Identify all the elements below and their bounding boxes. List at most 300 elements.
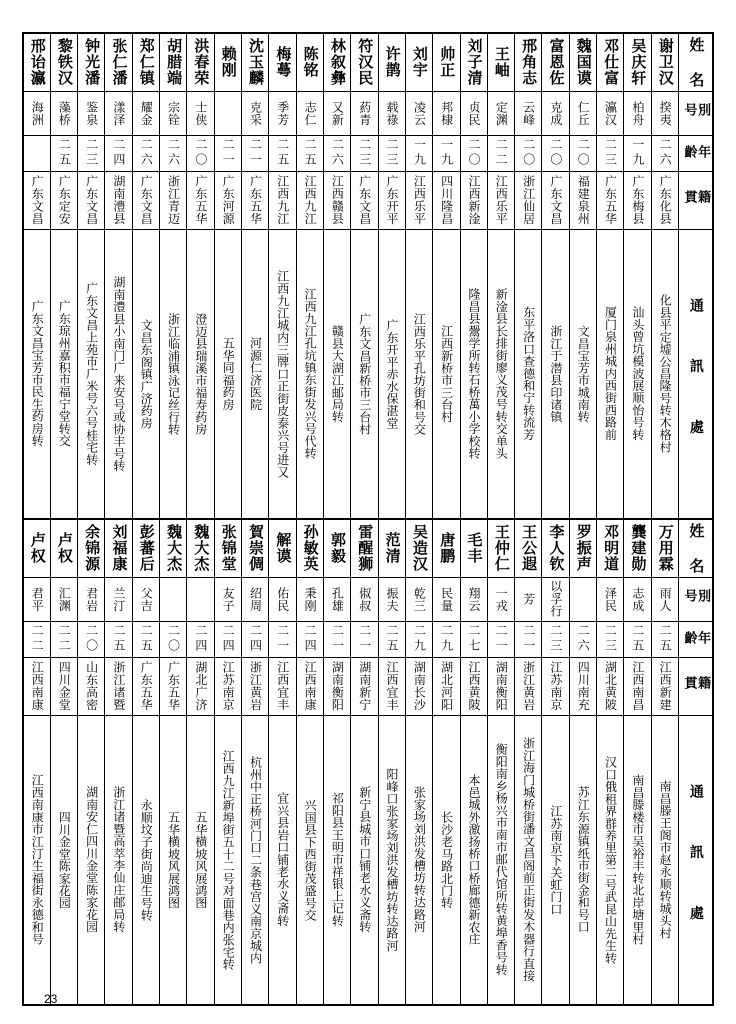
roster-cell-text: 振夫 [385, 586, 400, 612]
roster-cell [269, 171, 296, 229]
roster-cell [433, 171, 460, 229]
roster-row-label-text: 籍 貫 [681, 189, 711, 211]
roster-cell-text: 钟光潘 [83, 38, 102, 87]
roster-cell-text: 二五 [303, 138, 318, 168]
roster-row-label-text: 年 齡 [681, 144, 711, 162]
roster-cell-text: 二三 [385, 138, 400, 168]
roster-cell [487, 621, 514, 657]
roster-cell [78, 229, 105, 519]
roster-cell-text: 化县平定墟公昌隆号转木格村 [658, 294, 673, 454]
roster-cell-text: 广东文昌 [30, 175, 45, 225]
roster-cell [105, 135, 132, 171]
roster-cell [405, 171, 432, 229]
roster-cell [214, 577, 241, 621]
roster-cell-text: 葯青 [357, 100, 372, 126]
roster-row-label-text: 通 訊 處 [687, 784, 704, 936]
roster-cell [23, 135, 50, 171]
roster-row-label-name [679, 33, 714, 91]
roster-cell-text: 湖南澧县小南门广来安号或协丰号转 [111, 275, 126, 472]
roster-cell [160, 171, 187, 229]
roster-cell [132, 135, 159, 171]
roster-cell-text: 卢权 [55, 532, 74, 565]
roster-cell [160, 229, 187, 519]
roster-cell [105, 91, 132, 135]
roster-cell-text: 广东化县 [658, 175, 673, 225]
roster-cell [132, 657, 159, 715]
roster-cell [50, 171, 77, 229]
roster-cell-text: 刘子清 [465, 38, 484, 87]
roster-cell-text: 邦棣 [439, 100, 454, 126]
roster-table-bottom [22, 518, 714, 1006]
roster-cell-text: 浙江仙居 [521, 175, 536, 225]
roster-cell-text: 二一 [275, 624, 290, 654]
roster-cell-text: 邓仕富 [602, 38, 621, 87]
roster-cell [378, 621, 405, 657]
roster-cell [323, 171, 350, 229]
roster-cell-text: 江西乐平孔坊街和号交 [412, 312, 427, 435]
roster-cell [405, 135, 432, 171]
roster-cell [569, 715, 596, 1005]
roster-cell-text: 二四 [193, 624, 208, 654]
roster-cell-text: 郭毅 [328, 532, 347, 565]
roster-cell-text: 广东开平 [385, 175, 400, 225]
roster-cell [624, 519, 651, 577]
roster-cell [624, 229, 651, 519]
roster-cell-text: 二一 [494, 624, 509, 654]
roster-cell-text: 二二 [30, 624, 45, 654]
roster-cell-text: 二〇 [84, 624, 99, 654]
roster-cell-text: 二六 [658, 138, 673, 168]
roster-cell-text: 揆夷 [658, 100, 673, 126]
roster-cell [405, 91, 432, 135]
roster-cell [487, 91, 514, 135]
roster-cell-text: 泽民 [603, 586, 618, 612]
roster-cell [187, 135, 214, 171]
roster-cell-text: 四川金堂 [57, 661, 72, 711]
roster-cell-text: 二一 [357, 624, 372, 654]
roster-cell-text: 广东五华 [139, 661, 154, 711]
roster-cell [78, 33, 105, 91]
roster-cell [624, 135, 651, 171]
roster-cell [296, 229, 323, 519]
roster-cell-text: 二〇 [466, 138, 481, 168]
roster-row-name [23, 519, 713, 577]
roster-cell-text: 河源仁济医院 [248, 337, 263, 411]
roster-cell [132, 91, 159, 135]
roster-cell-text: 江西南康 [303, 661, 318, 711]
roster-cell-text: 二五 [275, 138, 290, 168]
roster-cell-text: 帅正 [438, 46, 457, 79]
roster-cell [160, 621, 187, 657]
roster-cell-text: 澄迈县瑞溪市福寿药房 [193, 312, 208, 435]
roster-cell-text: 吴庆轩 [629, 38, 648, 87]
roster-cell [515, 229, 542, 519]
roster-cell [23, 519, 50, 577]
roster-cell-text: 君岩 [84, 586, 99, 612]
roster-cell-text: 浙江于潜县印诸镇 [548, 324, 563, 423]
roster-cell [351, 135, 378, 171]
roster-cell-text: 邓明道 [602, 524, 621, 573]
roster-cell-text: 新淦县长排街廖义茂号转交单头 [494, 288, 509, 460]
roster-cell-text: 志仁 [303, 100, 318, 126]
roster-cell [23, 715, 50, 1005]
roster-cell-text: 本邑城外激扬桥口桥廊德新农庄 [466, 774, 481, 946]
roster-cell [624, 715, 651, 1005]
roster-cell-text: 隆昌县鬶学所转石桥萬小学校转 [466, 288, 481, 460]
roster-cell-text: 许鹊 [383, 46, 402, 79]
roster-cell-text: 广东五华 [193, 175, 208, 225]
roster-cell [460, 171, 487, 229]
roster-cell-text: 二〇 [193, 138, 208, 168]
roster-cell [433, 657, 460, 715]
roster-cell-text: 湖北广济 [193, 661, 208, 711]
roster-cell [569, 171, 596, 229]
roster-cell-text: 四川南充 [576, 661, 591, 711]
roster-cell-text: 克采 [248, 100, 263, 126]
roster-cell [651, 135, 678, 171]
roster-cell [23, 91, 50, 135]
roster-cell [351, 33, 378, 91]
roster-cell [78, 135, 105, 171]
roster-cell [160, 657, 187, 715]
roster-cell [460, 657, 487, 715]
roster-cell [23, 621, 50, 657]
roster-cell-text: 二四 [221, 624, 236, 654]
roster-cell [542, 715, 569, 1005]
roster-cell [460, 229, 487, 519]
roster-cell-text: 一戎 [494, 586, 509, 612]
roster-cell [242, 91, 269, 135]
roster-cell-text: 湖南长沙 [412, 661, 427, 711]
roster-cell [433, 135, 460, 171]
roster-cell [569, 519, 596, 577]
roster-cell-text: 赖刚 [219, 46, 238, 79]
roster-cell-text: 毛丰 [465, 532, 484, 565]
roster-cell-text: 浙江诸暨 [111, 661, 126, 711]
roster-cell [187, 621, 214, 657]
roster-cell [187, 715, 214, 1005]
roster-cell-text: 广东梅县 [630, 175, 645, 225]
roster-cell-text: 祁阳县王明市祥银上记转 [330, 792, 345, 928]
roster-row-age [23, 621, 713, 657]
roster-cell-text: 赣县大湖江邮局转 [330, 324, 345, 423]
roster-cell-text: 二四 [248, 624, 263, 654]
roster-cell [105, 577, 132, 621]
roster-cell-text: 广东文昌 [139, 175, 154, 225]
roster-cell-text: 龔建勋 [629, 524, 648, 573]
roster-cell-text: 二四 [303, 624, 318, 654]
roster-cell-text: 广东五华 [248, 175, 263, 225]
roster-cell [651, 91, 678, 135]
roster-cell-text: 季芳 [275, 100, 290, 126]
roster-row-label-native_place [679, 657, 714, 715]
roster-cell-text: 江西新建 [658, 661, 673, 711]
roster-cell-text: 湖南安仁四川金堂陈家花园 [84, 786, 99, 934]
roster-cell-text: 厦门泉州城内西街西路前 [603, 306, 618, 442]
roster-cell-text: 湖北黄陂 [603, 661, 618, 711]
roster-cell-text: 广东文昌 [84, 175, 99, 225]
roster-cell-text: 黎铁汉 [55, 38, 74, 87]
roster-cell [351, 621, 378, 657]
roster-cell-text: 鉴泉 [84, 100, 99, 126]
roster-row-label-alias [679, 577, 714, 621]
roster-cell [187, 657, 214, 715]
roster-cell-text: 兰汀 [111, 586, 126, 612]
roster-cell [569, 229, 596, 519]
roster-cell [624, 657, 651, 715]
roster-cell [242, 135, 269, 171]
roster-cell [542, 135, 569, 171]
roster-cell [433, 33, 460, 91]
roster-cell-text: 江西赣县 [330, 175, 345, 225]
roster-cell [105, 621, 132, 657]
roster-cell [214, 229, 241, 519]
roster-row-label-text: 姓 名 [687, 36, 706, 88]
roster-cell-text: 余锦源 [83, 524, 102, 573]
roster-cell-text: 宗铨 [166, 100, 181, 126]
roster-cell [515, 91, 542, 135]
roster-cell [23, 171, 50, 229]
roster-cell [433, 621, 460, 657]
roster-cell-text: 广东文昌上苑市广米号六号桂宅转 [84, 281, 99, 466]
roster-cell [487, 229, 514, 519]
roster-cell-text: 解谟 [274, 532, 293, 565]
roster-cell-text: 二〇 [576, 138, 591, 168]
roster-cell [433, 715, 460, 1005]
roster-cell [50, 657, 77, 715]
roster-cell [651, 715, 678, 1005]
roster-cell-text: 郑仁镇 [137, 38, 156, 87]
roster-cell-text: 浙江诸暨高萃李仙庄邮局转 [111, 786, 126, 934]
roster-row-label-text: 年 齡 [681, 630, 711, 648]
roster-cell-text: 耀金 [139, 100, 154, 126]
page-number: 23 [44, 992, 58, 1006]
roster-cell [160, 91, 187, 135]
roster-cell [23, 229, 50, 519]
roster-cell [78, 577, 105, 621]
roster-cell [78, 715, 105, 1005]
roster-cell [160, 715, 187, 1005]
roster-cell-text: 江西九江新埠街五十二号对面巷内张宅转 [221, 749, 236, 970]
roster-cell [23, 577, 50, 621]
roster-cell-text: 二五 [630, 624, 645, 654]
roster-cell [105, 171, 132, 229]
roster-cell [105, 657, 132, 715]
roster-cell [351, 715, 378, 1005]
roster-cell [487, 657, 514, 715]
roster-cell-text: 友子 [221, 586, 236, 612]
roster-cell-text: 俶叔 [357, 586, 372, 612]
roster-cell [624, 577, 651, 621]
roster-cell-text: 湖南衡阳 [494, 661, 509, 711]
roster-cell-text: 二九 [439, 624, 454, 654]
roster-cell [515, 621, 542, 657]
roster-cell-text: 佑民 [275, 586, 290, 612]
roster-cell-text: 二〇 [521, 138, 536, 168]
roster-row-alias [23, 577, 713, 621]
roster-cell [651, 33, 678, 91]
roster-cell [323, 715, 350, 1005]
roster-cell [242, 229, 269, 519]
roster-cell-text: 孙敏英 [301, 524, 320, 573]
roster-cell-text: 江苏南京 [221, 661, 236, 711]
roster-row-address [23, 229, 713, 519]
roster-cell-text: 湖南衡阳 [330, 661, 345, 711]
roster-cell-text: 二三 [548, 624, 563, 654]
roster-cell [187, 229, 214, 519]
roster-cell [323, 229, 350, 519]
roster-cell-text: 谢卫汉 [656, 38, 675, 87]
roster-cell [78, 519, 105, 577]
roster-cell [296, 171, 323, 229]
roster-cell-text: 浙江黄岩 [521, 661, 536, 711]
roster-cell-text: 二二 [494, 138, 509, 168]
roster-cell-text: 四川隆昌 [439, 175, 454, 225]
roster-cell-text: 万用霖 [656, 524, 675, 573]
roster-cell-text: 二五 [385, 624, 400, 654]
roster-cell-text: 一九 [439, 138, 454, 168]
roster-cell-text: 江西南康市江汀生福街永德和号 [30, 774, 45, 946]
roster-cell-text: 刘宇 [410, 46, 429, 79]
roster-cell-text: 定渊 [494, 100, 509, 126]
roster-cell [624, 621, 651, 657]
roster-cell-text: 二一 [248, 138, 263, 168]
roster-cell [378, 171, 405, 229]
roster-cell-text: 瀛汉 [603, 100, 618, 126]
roster-cell-text: 邢角志 [520, 38, 539, 87]
roster-cell [323, 657, 350, 715]
roster-cell-text: 汉口俄租界群养里第二号武昆山先生转 [603, 755, 618, 964]
roster-cell [351, 229, 378, 519]
roster-cell [351, 519, 378, 577]
roster-cell [50, 33, 77, 91]
roster-cell [433, 577, 460, 621]
roster-cell [105, 519, 132, 577]
roster-cell-text: 载祿 [385, 100, 400, 126]
roster-cell-text: 一九 [630, 138, 645, 168]
roster-cell [651, 229, 678, 519]
roster-row-native_place [23, 657, 713, 715]
roster-cell-text: 二三 [603, 138, 618, 168]
roster-cell-text: 林叙彝 [328, 38, 347, 87]
roster-cell-text: 山东高密 [84, 661, 99, 711]
roster-cell-text: 二一 [221, 138, 236, 168]
roster-cell [132, 171, 159, 229]
roster-table-top-wrapper [22, 32, 714, 520]
roster-cell [542, 91, 569, 135]
roster-cell [651, 577, 678, 621]
roster-cell [132, 715, 159, 1005]
roster-cell [269, 657, 296, 715]
roster-table-bottom-wrapper [22, 518, 714, 1006]
roster-cell [351, 577, 378, 621]
roster-cell [269, 577, 296, 621]
roster-cell-text: 二三 [603, 624, 618, 654]
roster-cell-text: 浙江海门城桥街潘文昌阁前正街发木器行直接 [521, 737, 536, 983]
roster-cell-text: 二四 [111, 138, 126, 168]
roster-cell [542, 171, 569, 229]
roster-cell [405, 657, 432, 715]
roster-cell-text: 江苏南京 [548, 661, 563, 711]
roster-cell-text: 父吉 [139, 586, 154, 612]
roster-cell [323, 91, 350, 135]
roster-cell [597, 577, 624, 621]
roster-cell-text: 王仲仁 [492, 524, 511, 573]
roster-cell-text: 江西新淦 [466, 175, 481, 225]
roster-cell [460, 621, 487, 657]
roster-cell [487, 33, 514, 91]
roster-cell-text: 二七 [466, 624, 481, 654]
roster-cell [242, 171, 269, 229]
roster-cell-text: 二六 [166, 138, 181, 168]
roster-cell-text: 卢权 [28, 532, 47, 565]
roster-cell-text: 洪春荣 [192, 38, 211, 87]
roster-cell-text: 广东开平赤水保湛堂 [385, 318, 400, 429]
roster-cell [296, 519, 323, 577]
roster-cell [515, 33, 542, 91]
roster-cell [378, 657, 405, 715]
roster-cell-text: 雨人 [658, 586, 673, 612]
roster-cell-text: 梅蕚 [274, 46, 293, 79]
roster-cell-text: 兴国县下西街茂盛号交 [303, 798, 318, 921]
roster-cell [50, 229, 77, 519]
roster-cell-text: 湖南新宁 [357, 661, 372, 711]
roster-cell-text: 二五 [57, 138, 72, 168]
roster-cell-text: 民量 [439, 586, 454, 612]
roster-cell-text: 江西九江 [275, 175, 290, 225]
roster-cell [351, 91, 378, 135]
roster-cell [433, 519, 460, 577]
roster-cell-text: 二九 [412, 624, 427, 654]
roster-cell-text: 以孚行 [548, 580, 563, 618]
roster-table-top [22, 32, 714, 520]
roster-cell-text: 永顺坟子街尚迪生号转 [139, 798, 154, 921]
roster-cell [242, 577, 269, 621]
roster-cell [269, 91, 296, 135]
roster-cell [651, 621, 678, 657]
roster-cell [542, 519, 569, 577]
roster-cell-text: 魏大杰 [192, 524, 211, 573]
roster-cell [214, 91, 241, 135]
roster-cell [187, 171, 214, 229]
roster-cell-text: 江西九江 [303, 175, 318, 225]
roster-cell-text: 江西九江城内三牌口正街皮泰兴号进又 [275, 269, 290, 478]
roster-cell [487, 519, 514, 577]
roster-cell [214, 519, 241, 577]
roster-cell [78, 91, 105, 135]
roster-cell [78, 657, 105, 715]
roster-cell-text: 四川金堂陈家花园 [57, 810, 72, 909]
roster-cell-text: 乾三 [412, 586, 427, 612]
roster-cell [214, 33, 241, 91]
roster-cell [487, 577, 514, 621]
roster-cell [569, 621, 596, 657]
roster-cell-text: 长沙老马路北门转 [439, 810, 454, 909]
roster-cell [460, 135, 487, 171]
roster-cell [296, 621, 323, 657]
roster-cell [597, 135, 624, 171]
roster-cell [378, 519, 405, 577]
roster-cell [160, 135, 187, 171]
roster-cell [78, 621, 105, 657]
roster-cell-text: 王公遐 [520, 524, 539, 573]
roster-cell [515, 519, 542, 577]
roster-cell-text: 秉刚 [303, 586, 318, 612]
roster-cell-text: 杭州中正桥河门口二条巷宫义南京城内 [248, 755, 263, 964]
roster-cell [323, 577, 350, 621]
roster-cell-text: 文昌东阁镇广济药房 [139, 318, 154, 429]
roster-cell [323, 33, 350, 91]
